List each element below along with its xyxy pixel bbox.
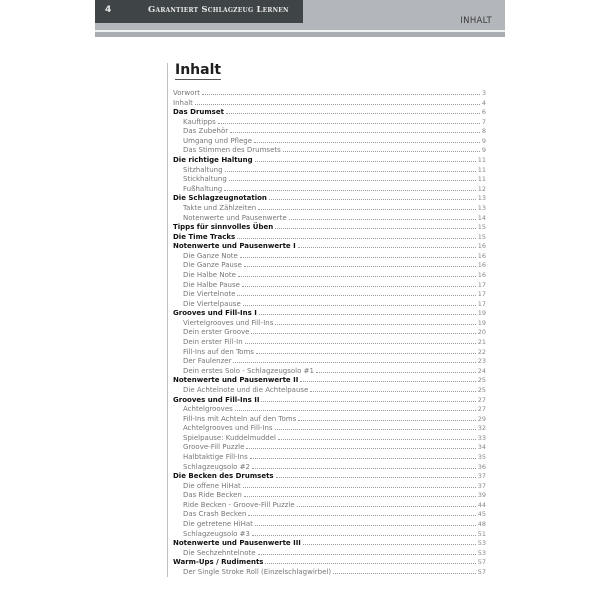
toc-entry-title: Grooves und Fill-Ins II (173, 395, 260, 404)
toc-entry-page: 27 (477, 405, 486, 414)
toc-entry-title: Der Faulenzer (183, 357, 232, 366)
toc-entry[interactable] (173, 481, 486, 491)
toc-entry[interactable] (173, 174, 486, 184)
toc-entry-title: Spielpause: Kuddelmuddel (183, 433, 276, 442)
dot-leader (195, 98, 480, 105)
toc-entry-page: 53 (477, 548, 486, 557)
toc-entry-title: Notenwerte und Pausenwerte III (173, 539, 301, 548)
toc-entry-title: Tipps für sinnvolles Üben (173, 223, 274, 232)
dot-leader (230, 126, 480, 133)
toc-entry[interactable] (173, 117, 486, 127)
toc-entry-title: Fill-Ins auf den Toms (183, 347, 254, 356)
toc-entry-title: Der Single Stroke Roll (Einzelschlagwirbel) (183, 567, 332, 576)
toc-entry-page: 15 (477, 232, 486, 241)
toc-chapter-entry[interactable] (173, 155, 486, 165)
toc-entry-title: Die richtige Haltung (173, 156, 253, 165)
toc-entry-page: 20 (477, 328, 486, 337)
toc-entry-page: 51 (477, 529, 486, 538)
dot-leader (255, 519, 476, 526)
dot-leader (298, 414, 475, 421)
toc-entry[interactable] (173, 145, 486, 155)
dot-leader (233, 356, 475, 363)
toc-entry-page: 24 (477, 366, 486, 375)
toc-entry[interactable] (173, 213, 486, 223)
dot-leader (237, 289, 475, 296)
toc-entry[interactable] (173, 347, 486, 357)
toc-entry-page: 7 (481, 117, 486, 126)
toc-entry-page: 6 (481, 108, 486, 117)
toc-entry-title: Schlagzeugsolo #3 (183, 529, 250, 538)
toc-entry[interactable] (173, 366, 486, 376)
dot-leader (246, 442, 475, 449)
toc-entry-title: Notenwerte und Pausenwerte I (173, 242, 296, 251)
toc-entry-page: 32 (477, 424, 486, 433)
toc-entry-title: Das Drumset (173, 108, 224, 117)
toc-entry-page: 17 (477, 280, 486, 289)
toc-entry-title: Fußhaltung (183, 184, 223, 193)
dot-leader (218, 117, 480, 124)
toc-entry-page: 53 (477, 539, 486, 548)
toc-entry-title: Dein erster Groove (183, 328, 250, 337)
toc-entry-title: Halbtaktige Fill-Ins (183, 452, 248, 461)
dot-leader (289, 213, 476, 220)
dot-leader (226, 107, 480, 114)
dot-leader (259, 308, 476, 315)
toc-entry-page: 35 (477, 452, 486, 461)
dot-leader (333, 567, 476, 574)
toc-entry[interactable] (173, 433, 486, 443)
toc-entry-page: 48 (477, 520, 486, 529)
toc-entry-title: Warm-Ups / Rudiments (173, 558, 264, 567)
toc-entry[interactable] (173, 519, 486, 529)
toc-entry[interactable] (173, 184, 486, 194)
toc-entry[interactable] (173, 327, 486, 337)
toc-entry-page: 16 (477, 242, 486, 251)
toc-entry-page: 11 (477, 165, 486, 174)
toc-entry-title: Die Ganze Pause (183, 261, 242, 270)
toc-entry-page: 9 (481, 146, 486, 155)
toc-entry-title: Die Halbe Pause (183, 280, 240, 289)
toc-entry-page: 22 (477, 347, 486, 356)
toc-entry[interactable] (173, 452, 486, 462)
toc-entry[interactable] (173, 165, 486, 175)
toc-entry[interactable] (173, 356, 486, 366)
toc-entry-page: 19 (477, 309, 486, 318)
toc-entry-title: Die offene HiHat (183, 481, 241, 490)
toc-entry-title: Die Viertelnote (183, 290, 236, 299)
toc-entry[interactable] (173, 385, 486, 395)
dot-leader (252, 462, 476, 469)
dot-leader (316, 366, 476, 373)
dot-leader (254, 136, 480, 143)
toc-chapter-entry[interactable] (173, 538, 486, 548)
dot-leader (310, 385, 475, 392)
toc-entry-title: Die Viertelpause (183, 299, 241, 308)
toc-entry-page: 23 (477, 357, 486, 366)
toc-entry[interactable] (173, 509, 486, 519)
toc-entry-page: 34 (477, 443, 486, 452)
toc-entry-title: Viertelgrooves und Fill-Ins (183, 318, 274, 327)
toc-entry-title: Kauftipps (183, 117, 216, 126)
toc-chapter-entry[interactable] (173, 241, 486, 251)
toc-entry-page: 44 (477, 500, 486, 509)
toc-entry-page: 16 (477, 270, 486, 279)
toc-chapter-entry[interactable] (173, 395, 486, 405)
dot-leader (256, 347, 476, 354)
toc-entry[interactable] (173, 289, 486, 299)
toc-entry-page: 3 (481, 89, 486, 97)
toc-entry-title: Achtelgrooves (183, 405, 233, 414)
toc-chapter-entry[interactable] (173, 232, 486, 242)
toc-entry[interactable] (173, 126, 486, 136)
header-lower-band (95, 32, 505, 37)
toc-entry-page: 17 (477, 299, 486, 308)
dot-leader (250, 452, 476, 459)
toc-entry-page: 39 (477, 491, 486, 500)
dot-leader (297, 500, 476, 507)
toc-entry-title: Die Ganze Note (183, 251, 238, 260)
toc-entry[interactable] (173, 500, 486, 510)
toc-entry[interactable] (173, 318, 486, 328)
dot-leader (242, 280, 476, 287)
dot-leader (283, 145, 480, 152)
header-title-band (95, 0, 303, 23)
toc-entry-title: Dein erstes Solo - Schlagzeugsolo #1 (183, 366, 314, 375)
dot-leader (245, 337, 476, 344)
toc-entry-title: Die Time Tracks (173, 232, 236, 241)
dot-leader (275, 423, 476, 430)
dot-leader (303, 538, 476, 545)
toc-entry-title: Vorwort (173, 89, 201, 97)
toc-entry-page: 37 (477, 472, 486, 481)
toc-entry-page: 9 (481, 136, 486, 145)
page-number: 4 (105, 5, 112, 15)
toc-entry[interactable] (173, 251, 486, 261)
dot-leader (269, 193, 476, 200)
toc-entry-page: 16 (477, 261, 486, 270)
dot-leader (252, 529, 476, 536)
dot-leader (225, 165, 476, 172)
toc-entry-title: Die getretene HiHat (183, 520, 253, 529)
toc-entry-title: Das Stimmen des Drumsets (183, 146, 281, 155)
toc-chapter-entry[interactable] (173, 471, 486, 481)
toc-entry-title: Notenwerte und Pausenwerte II (173, 376, 299, 385)
toc-entry-title: Die Achtelnote und die Achtelpause (183, 385, 309, 394)
toc-entry-page: 14 (477, 213, 486, 222)
toc-title: Inhalt (175, 62, 222, 78)
toc-entry-page: 11 (477, 156, 486, 165)
toc-entry-title: Die Sechzehntelnote (183, 548, 256, 557)
toc-entry[interactable] (173, 404, 486, 414)
toc-entry-title: Das Crash Becken (183, 510, 247, 519)
dot-leader (202, 88, 480, 95)
toc-entry-title: Die Becken des Drumsets (173, 472, 274, 481)
toc-entry-title: Groove-Fill Puzzle (183, 443, 245, 452)
toc-chapter-entry[interactable] (173, 375, 486, 385)
toc-entry-title: Ride Becken - Groove-Fill Puzzle (183, 500, 295, 509)
toc-entry[interactable] (173, 462, 486, 472)
toc-entry[interactable] (173, 299, 486, 309)
toc-entry[interactable] (173, 337, 486, 347)
dot-leader (244, 260, 476, 267)
toc-entry-page: 8 (481, 127, 486, 136)
dot-leader (278, 433, 476, 440)
toc-entry[interactable] (173, 442, 486, 452)
toc-entry-title: Achtelgrooves und Fill-Ins (183, 424, 273, 433)
toc-entry[interactable] (173, 136, 486, 146)
dot-leader (248, 509, 475, 516)
toc-entry-page: 25 (477, 376, 486, 385)
toc-entry-page: 16 (477, 251, 486, 260)
dot-leader (238, 270, 476, 277)
toc-entry[interactable] (173, 529, 486, 539)
toc-chapter-entry[interactable] (173, 107, 486, 117)
toc-entry-page: 13 (477, 203, 486, 212)
toc-entry-page: 57 (477, 567, 486, 576)
toc-chapter-entry[interactable] (173, 308, 486, 318)
toc-entry-page: 57 (477, 558, 486, 567)
dot-leader (224, 184, 475, 191)
dot-leader (235, 404, 476, 411)
toc-entry-title: Schlagzeugsolo #2 (183, 462, 250, 471)
toc-chapter-entry[interactable] (173, 193, 486, 203)
toc-entry[interactable] (173, 98, 486, 108)
dot-leader (251, 327, 475, 334)
toc-entry-page: 45 (477, 510, 486, 519)
toc-entry-title: Notenwerte und Pausenwerte (183, 213, 287, 222)
toc-entry[interactable] (173, 548, 486, 558)
toc-entry[interactable] (173, 490, 486, 500)
dot-leader (275, 318, 475, 325)
toc-entry[interactable] (173, 414, 486, 424)
book-title: Garantiert Schlagzeug Lernen (148, 5, 289, 15)
dot-leader (255, 155, 476, 162)
toc-entry-title: Das Zubehör (183, 127, 229, 136)
toc-entry-title: Inhalt (173, 98, 193, 107)
margin-rule (167, 63, 168, 577)
toc-entry[interactable] (173, 270, 486, 280)
toc-entry-title: Das Ride Becken (183, 491, 242, 500)
dot-leader (243, 481, 476, 488)
dot-leader (298, 241, 476, 248)
dot-leader (275, 222, 476, 229)
toc-entry-page: 17 (477, 290, 486, 299)
dot-leader (258, 203, 476, 210)
toc-chapter-entry[interactable] (173, 222, 486, 232)
toc-entry[interactable] (173, 423, 486, 433)
toc-entry-page: 25 (477, 385, 486, 394)
dot-leader (244, 490, 476, 497)
toc-chapter-entry[interactable] (173, 557, 486, 567)
dot-leader (261, 395, 475, 402)
dot-leader (258, 548, 476, 555)
toc-entry-page: 33 (477, 433, 486, 442)
toc-entry-page: 36 (477, 462, 486, 471)
toc-entry-title: Takte und Zählzeiten (183, 203, 257, 212)
dot-leader (243, 299, 476, 306)
toc-entry-title: Sitzhaltung (183, 165, 223, 174)
toc-entry-title: Die Schlagzeugnotation (173, 194, 267, 203)
toc-entry-page: 19 (477, 318, 486, 327)
toc-entry[interactable] (173, 203, 486, 213)
section-label: INHALT (460, 16, 492, 26)
dot-leader (276, 471, 476, 478)
toc-entry[interactable] (173, 260, 486, 270)
dot-leader (229, 174, 476, 181)
toc-entry-title: Stickhaltung (183, 175, 227, 184)
toc-entry[interactable] (173, 280, 486, 290)
toc-entry-page: 12 (477, 184, 486, 193)
toc-entry-title: Die Halbe Note (183, 270, 236, 279)
page-header (95, 0, 505, 37)
toc-entry-title: Dein erster Fill-In (183, 338, 243, 347)
toc-entry-page: 21 (477, 338, 486, 347)
table-of-contents (173, 88, 486, 576)
toc-entry[interactable] (173, 567, 486, 577)
dot-leader (237, 232, 476, 239)
toc-entry-page: 4 (481, 98, 486, 107)
toc-entry-title: Umgang und Pflege (183, 136, 253, 145)
toc-entry-page: 15 (477, 223, 486, 232)
toc-entry-page: 13 (477, 194, 486, 203)
toc-entry-page: 29 (477, 414, 486, 423)
toc-entry[interactable] (173, 88, 486, 98)
toc-entry-page: 27 (477, 395, 486, 404)
dot-leader (240, 251, 476, 258)
toc-entry-page: 37 (477, 481, 486, 490)
toc-entry-page: 11 (477, 175, 486, 184)
dot-leader (300, 375, 475, 382)
dot-leader (265, 557, 475, 564)
toc-entry-title: Grooves und Fill-Ins I (173, 309, 257, 318)
toc-entry-title: Fill-Ins mit Achteln auf den Toms (183, 414, 297, 423)
